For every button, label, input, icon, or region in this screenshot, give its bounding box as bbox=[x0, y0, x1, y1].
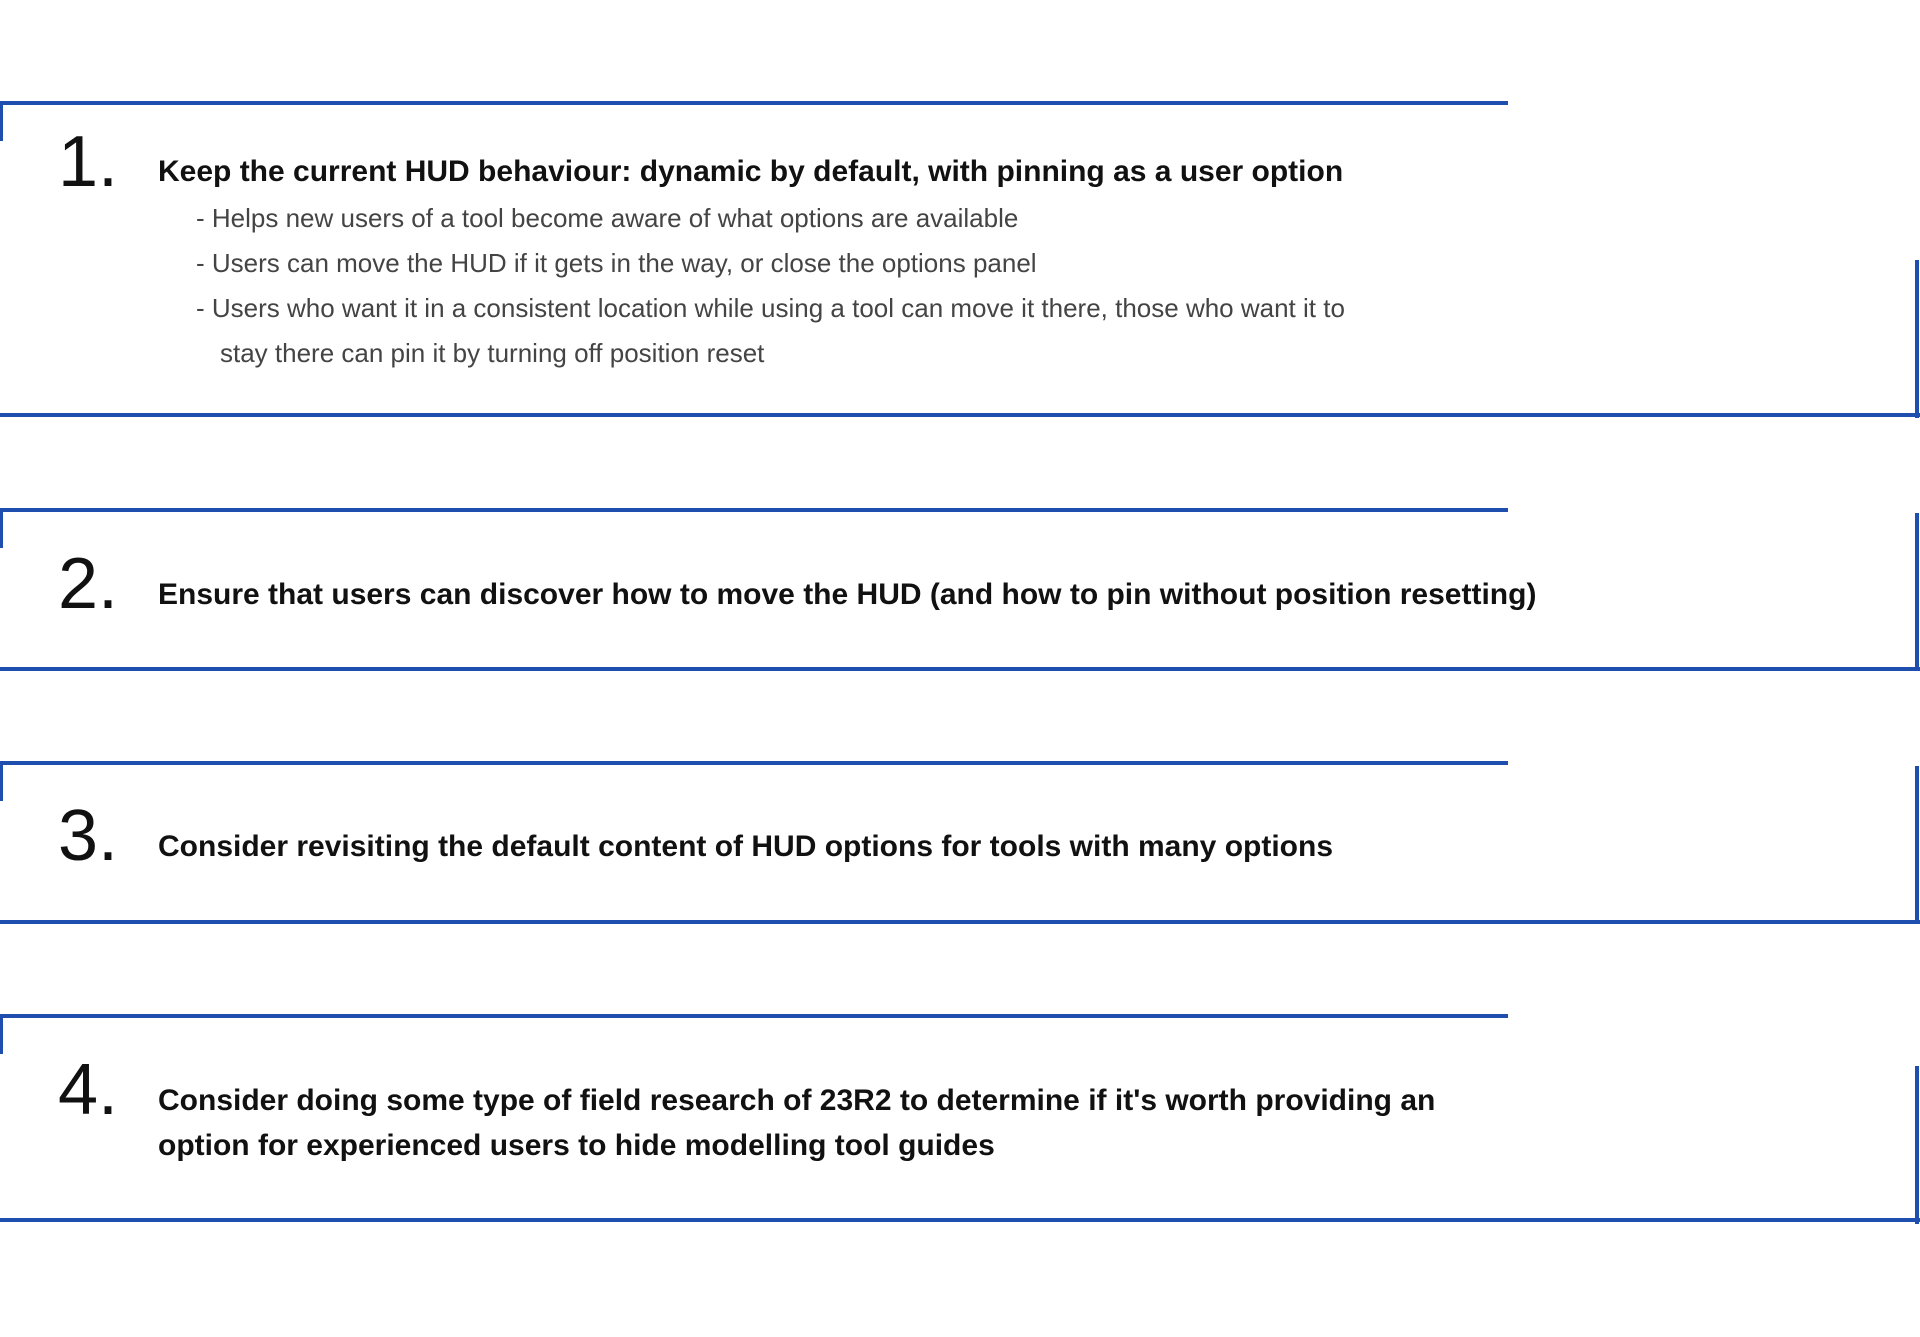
item-1-right-tick bbox=[1915, 260, 1919, 418]
item-1-top-rule bbox=[0, 101, 1508, 105]
item-3-top-rule bbox=[0, 761, 1508, 765]
item-1-left-tick bbox=[0, 101, 3, 141]
item-1-bullet-3-continuation: stay there can pin it by turning off position reset bbox=[220, 338, 765, 368]
item-3-right-tick bbox=[1915, 766, 1919, 924]
item-4-left-tick bbox=[0, 1014, 3, 1054]
item-1-bullet-list bbox=[196, 196, 1345, 376]
item-4-right-tick bbox=[1915, 1066, 1919, 1224]
item-3-number: 3. bbox=[58, 796, 119, 876]
item-4-bottom-rule bbox=[0, 1218, 1920, 1222]
item-1-bullet-2: - Users can move the HUD if it gets in the way, or close the options panel bbox=[196, 248, 1037, 278]
item-1-heading: Keep the current HUD behaviour: dynamic by default, with pinning as a user option bbox=[158, 155, 1344, 188]
item-4-heading-line-2: option for experienced users to hide modelling tool guides bbox=[158, 1129, 995, 1162]
item-3-heading: Consider revisiting the default content of HUD options for tools with many options bbox=[158, 830, 1334, 863]
item-1-number: 1. bbox=[58, 122, 119, 202]
item-2-top-rule bbox=[0, 508, 1508, 512]
item-4-top-rule bbox=[0, 1014, 1508, 1018]
item-1-bottom-rule bbox=[0, 413, 1920, 417]
item-4-number: 4. bbox=[58, 1050, 119, 1130]
item-2-number: 2. bbox=[58, 544, 119, 624]
item-1-bullet-3: - Users who want it in a consistent location while using a tool can move it there, those who want it to bbox=[196, 293, 1345, 323]
item-2-left-tick bbox=[0, 508, 3, 548]
item-3-left-tick bbox=[0, 761, 3, 801]
item-3-bottom-rule bbox=[0, 920, 1920, 924]
item-1-bullet-1: - Helps new users of a tool become aware of what options are available bbox=[196, 203, 1019, 233]
item-4-heading-line-1: Consider doing some type of field research of 23R2 to determine if it's worth providing an bbox=[158, 1084, 1436, 1117]
item-2-heading: Ensure that users can discover how to move the HUD (and how to pin without position resetting) bbox=[158, 578, 1537, 611]
item-2-bottom-rule bbox=[0, 667, 1920, 671]
item-2-right-tick bbox=[1915, 513, 1919, 671]
